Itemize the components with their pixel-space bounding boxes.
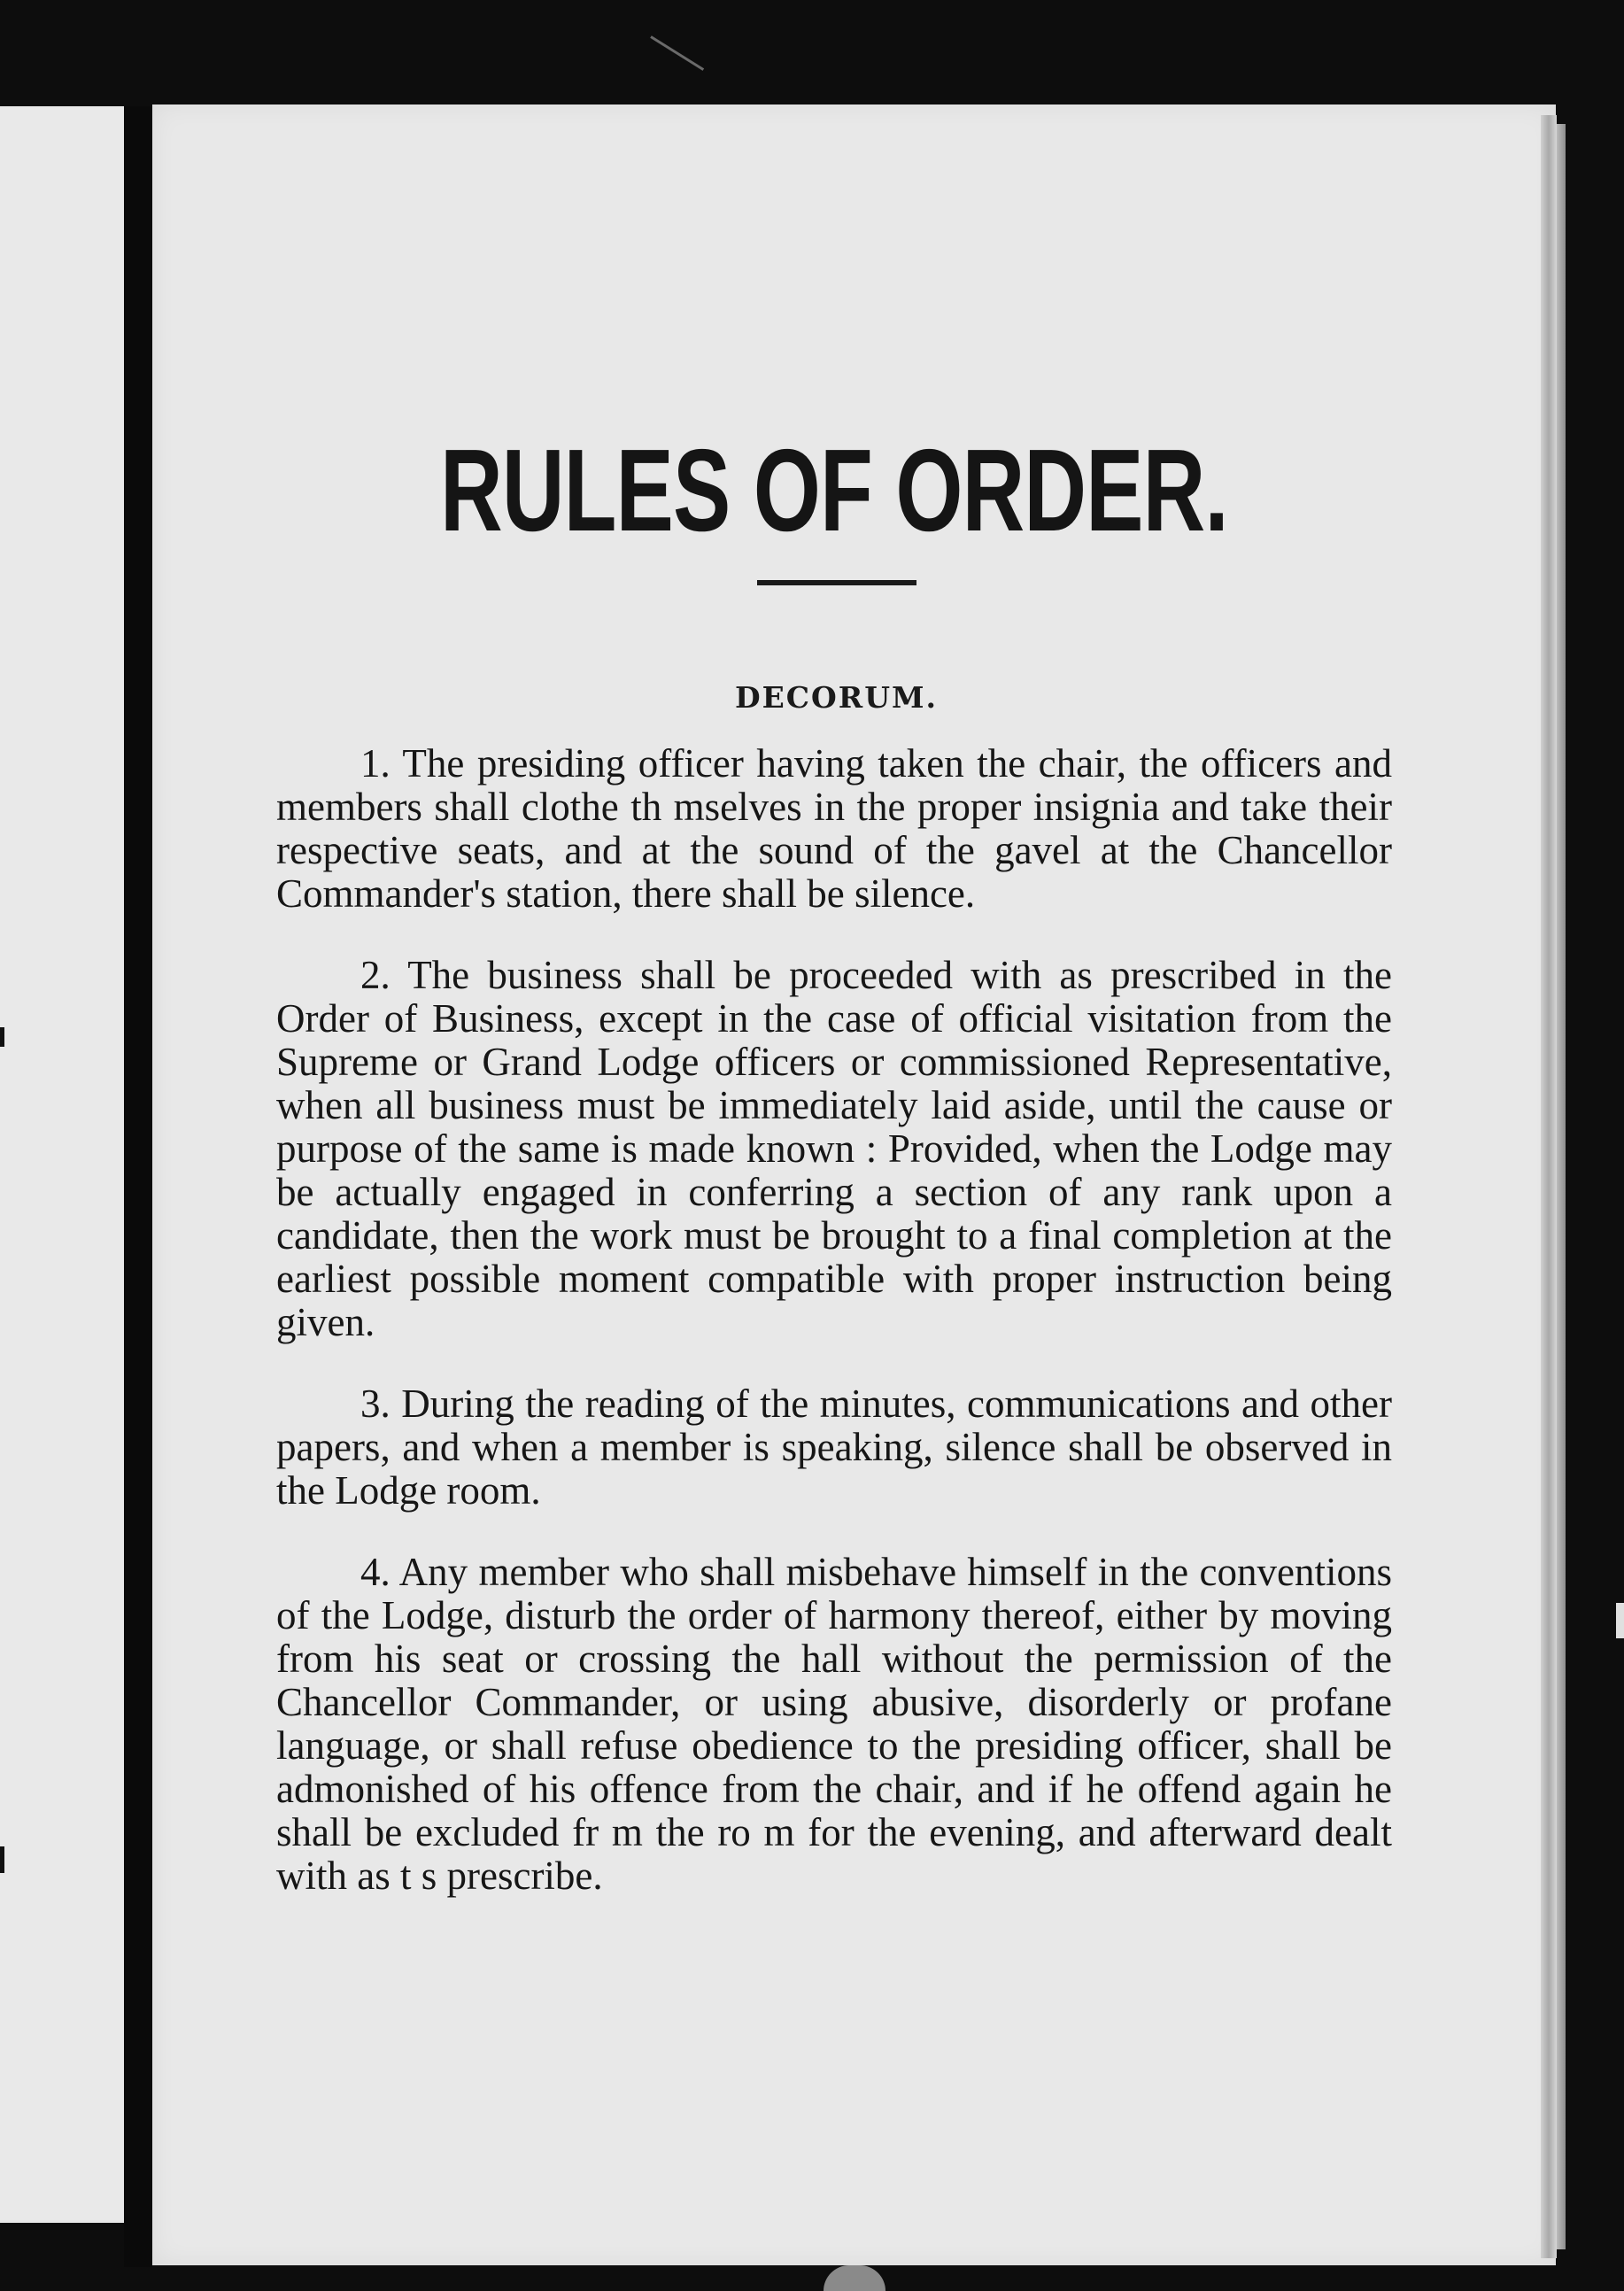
rule-number: 2. (360, 953, 391, 997)
rule-paragraph (276, 954, 1392, 1344)
rule-text: The business shall be proceeded with as prescribed in the Order of Business, except in the case of official visitation from the Supreme or Grand Lodge officers or commissioned Representative, when all business must be immediately laid aside, until the cause or purpose of the same is made known : Provided, when the Lodge may be actually engaged in conferring a section of any rank upon a candidate, then the work must be brought to a final completion at the earliest possible moment compatible with proper instruction being given. (276, 953, 1393, 1344)
page-gutter (124, 106, 152, 2267)
section-heading: DECORUM. (734, 680, 938, 715)
rule-paragraph (276, 1551, 1392, 1898)
rule-number: 3. (360, 1382, 391, 1426)
page-edge (1541, 115, 1557, 2258)
facing-page-mark (0, 1846, 4, 1873)
facing-page-edge (0, 106, 124, 2223)
rule-number: 1. (360, 741, 391, 786)
scan-artifact (1616, 1603, 1624, 1638)
facing-page-mark (0, 1027, 4, 1047)
page-edge-shadow (1557, 124, 1566, 2249)
rule-text: The presiding officer having taken the chair, the officers and members shall clothe th mselves in the proper insignia and take their respective seats, and at the sound of the gavel at the Chancellor Commander's station, there shall be silence. (276, 741, 1392, 916)
rule-number: 4. (360, 1550, 391, 1594)
rules-body (276, 742, 1392, 1936)
title-divider (757, 580, 916, 585)
page-title: RULES OF ORDER. (440, 425, 1228, 556)
rule-text: Any member who shall misbehave himself in the conventions of the Lodge, disturb the order of harmony thereof, either by moving from his seat or crossing the hall without the permission of the Chancellor Commander, or using abusive, disorderly or profane language, or shall refuse obedience to the presiding officer, shall be admonished of his offence from the chair, and if he offend again he shall be excluded fr m the ro m for the evening, and afterward dealt with as t s prescribe. (276, 1550, 1392, 1898)
rule-paragraph (276, 1382, 1392, 1513)
rule-text: During the reading of the minutes, communications and other papers, and when a member is speaking, silence shall be observed in the Lodge room. (276, 1382, 1392, 1513)
rule-paragraph (276, 742, 1392, 916)
